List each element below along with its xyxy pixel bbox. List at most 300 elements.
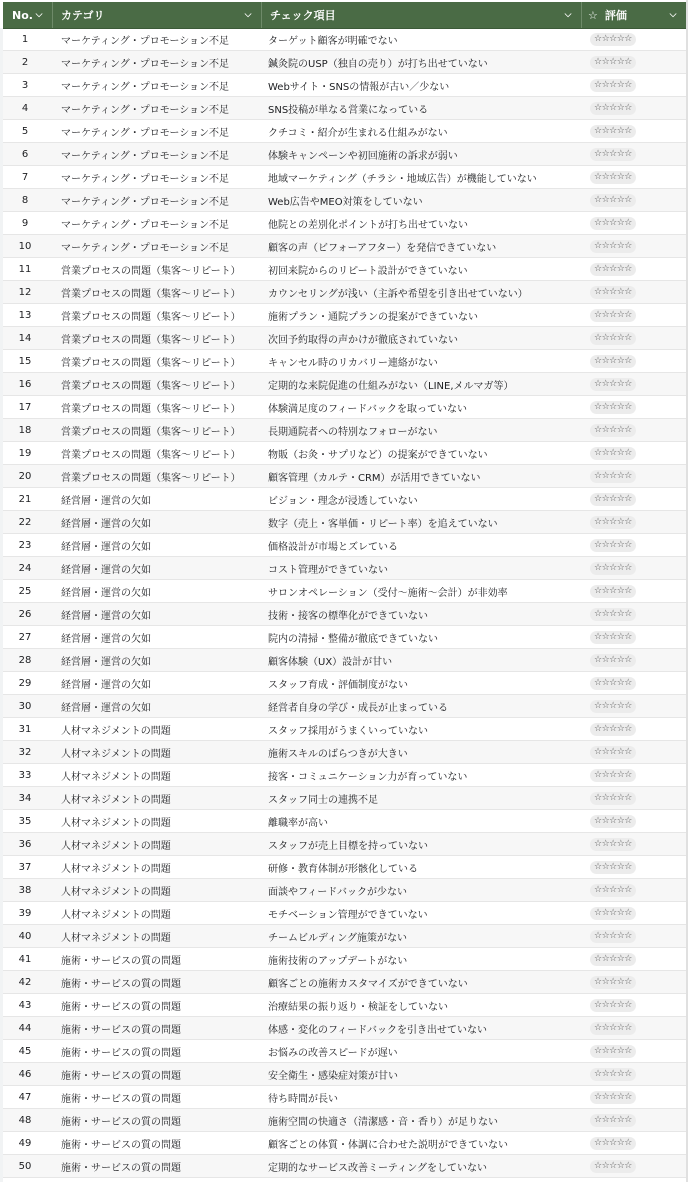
check-item-cell[interactable]: 顧客管理（カルテ・CRM）が活用できていない	[268, 472, 481, 484]
star-rating-chip[interactable]: ☆☆☆☆☆	[590, 838, 636, 851]
check-item-cell[interactable]: 院内の清掃・整備が徹底できていない	[268, 633, 438, 645]
check-item-cell[interactable]: 施術スキルのばらつきが大きい	[268, 748, 408, 760]
row-number-cell[interactable]: 2	[21, 56, 29, 68]
star-rating-chip[interactable]: ☆☆☆☆☆	[590, 148, 636, 161]
star-rating-chip[interactable]: ☆☆☆☆☆	[590, 1114, 636, 1127]
category-cell[interactable]: 営業プロセスの問題（集客〜リピート）	[61, 472, 241, 484]
star-rating-chip[interactable]: ☆☆☆☆☆	[590, 608, 636, 621]
rating-cell[interactable]	[582, 976, 686, 989]
check-item-cell[interactable]: 経営者自身の学び・成長が止まっている	[268, 702, 448, 714]
check-item-cell[interactable]: スタッフが売上目標を持っていない	[268, 840, 428, 852]
star-rating-chip[interactable]: ☆☆☆☆☆	[590, 125, 636, 138]
table-row[interactable]	[3, 534, 686, 557]
row-number-cell[interactable]: 35	[18, 815, 32, 827]
table-row[interactable]	[3, 994, 686, 1017]
category-cell[interactable]: 営業プロセスの問題（集客〜リピート）	[61, 357, 241, 369]
star-rating-chip[interactable]: ☆☆☆☆☆	[590, 1160, 636, 1173]
rating-cell[interactable]	[582, 148, 686, 161]
star-rating-chip[interactable]: ☆☆☆☆☆	[590, 953, 636, 966]
star-rating-chip[interactable]: ☆☆☆☆☆	[590, 240, 636, 253]
table-row[interactable]	[3, 419, 686, 442]
table-row[interactable]	[3, 442, 686, 465]
category-cell[interactable]: 施術・サービスの質の問題	[61, 1116, 181, 1128]
check-item-cell[interactable]: 施術技術のアップデートがない	[268, 955, 408, 967]
table-row[interactable]	[3, 304, 686, 327]
check-item-cell[interactable]: 価格設計が市場とズレている	[268, 541, 398, 553]
category-cell[interactable]: 人材マネジメントの問題	[61, 748, 171, 760]
category-cell[interactable]: マーケティング・プロモーション不足	[61, 242, 229, 254]
star-rating-chip[interactable]: ☆☆☆☆☆	[590, 723, 636, 736]
row-number-cell[interactable]: 25	[18, 585, 32, 597]
table-row[interactable]	[3, 1086, 686, 1109]
rating-cell[interactable]	[582, 562, 686, 575]
table-row[interactable]	[3, 580, 686, 603]
category-cell[interactable]: 営業プロセスの問題（集客〜リピート）	[61, 265, 241, 277]
star-rating-chip[interactable]: ☆☆☆☆☆	[590, 930, 636, 943]
row-number-cell[interactable]: 36	[18, 838, 32, 850]
row-number-cell[interactable]: 47	[18, 1091, 32, 1103]
rating-cell[interactable]	[582, 769, 686, 782]
check-item-cell[interactable]: スタッフ採用がうまくいっていない	[268, 725, 428, 737]
rating-cell[interactable]	[582, 286, 686, 299]
rating-cell[interactable]	[582, 171, 686, 184]
star-rating-chip[interactable]: ☆☆☆☆☆	[590, 861, 636, 874]
rating-cell[interactable]	[582, 999, 686, 1012]
rating-cell[interactable]	[582, 56, 686, 69]
row-number-cell[interactable]: 26	[18, 608, 32, 620]
table-row[interactable]	[3, 166, 686, 189]
star-rating-chip[interactable]: ☆☆☆☆☆	[590, 631, 636, 644]
check-item-cell[interactable]: コスト管理ができていない	[268, 564, 388, 576]
rating-cell[interactable]	[582, 378, 686, 391]
check-item-cell[interactable]: 施術プラン・通院プランの提案ができていない	[268, 311, 478, 323]
check-item-cell[interactable]: 顧客ごとの体質・体調に合わせた説明ができていない	[268, 1139, 508, 1151]
category-cell[interactable]: マーケティング・プロモーション不足	[61, 104, 229, 116]
table-row[interactable]	[3, 97, 686, 120]
check-item-cell[interactable]: SNS投稿が単なる営業になっている	[268, 104, 429, 116]
row-number-cell[interactable]: 14	[18, 332, 32, 344]
rating-cell[interactable]	[582, 884, 686, 897]
star-rating-chip[interactable]: ☆☆☆☆☆	[590, 815, 636, 828]
row-number-cell[interactable]: 4	[21, 102, 29, 114]
table-row[interactable]	[3, 626, 686, 649]
rating-cell[interactable]	[582, 746, 686, 759]
star-rating-chip[interactable]: ☆☆☆☆☆	[590, 1045, 636, 1058]
check-item-cell[interactable]: スタッフ育成・評価制度がない	[268, 679, 408, 691]
star-rating-chip[interactable]: ☆☆☆☆☆	[590, 217, 636, 230]
star-rating-chip[interactable]: ☆☆☆☆☆	[590, 194, 636, 207]
row-number-cell[interactable]: 20	[18, 470, 32, 482]
rating-cell[interactable]	[582, 953, 686, 966]
star-rating-chip[interactable]: ☆☆☆☆☆	[590, 516, 636, 529]
category-cell[interactable]: マーケティング・プロモーション不足	[61, 173, 229, 185]
row-number-cell[interactable]: 39	[18, 907, 32, 919]
row-number-cell[interactable]: 1	[21, 33, 29, 45]
category-cell[interactable]: 人材マネジメントの問題	[61, 909, 171, 921]
table-row[interactable]	[3, 1132, 686, 1155]
star-rating-chip[interactable]: ☆☆☆☆☆	[590, 470, 636, 483]
table-row[interactable]	[3, 488, 686, 511]
row-number-cell[interactable]: 19	[18, 447, 32, 459]
star-rating-chip[interactable]: ☆☆☆☆☆	[590, 654, 636, 667]
row-number-cell[interactable]: 21	[18, 493, 32, 505]
table-row[interactable]	[3, 51, 686, 74]
check-item-cell[interactable]: 顧客の声（ビフォーアフター）を発信できていない	[268, 242, 497, 254]
category-cell[interactable]: 人材マネジメントの問題	[61, 817, 171, 829]
rating-cell[interactable]	[582, 1091, 686, 1104]
category-cell[interactable]: 施術・サービスの質の問題	[61, 1001, 181, 1013]
rating-cell[interactable]	[582, 677, 686, 690]
table-row[interactable]	[3, 925, 686, 948]
rating-cell[interactable]	[582, 447, 686, 460]
star-rating-chip[interactable]: ☆☆☆☆☆	[590, 378, 636, 391]
table-row[interactable]	[3, 1040, 686, 1063]
category-cell[interactable]: マーケティング・プロモーション不足	[61, 150, 229, 162]
category-cell[interactable]: マーケティング・プロモーション不足	[61, 81, 229, 93]
star-rating-chip[interactable]: ☆☆☆☆☆	[590, 493, 636, 506]
rating-cell[interactable]	[582, 355, 686, 368]
rating-cell[interactable]	[582, 1045, 686, 1058]
table-row[interactable]	[3, 1109, 686, 1132]
table-row[interactable]	[3, 1063, 686, 1086]
category-cell[interactable]: 営業プロセスの問題（集客〜リピート）	[61, 403, 241, 415]
category-cell[interactable]: 施術・サービスの質の問題	[61, 1093, 181, 1105]
rating-cell[interactable]	[582, 424, 686, 437]
row-number-cell[interactable]: 9	[21, 217, 29, 229]
check-item-cell[interactable]: 研修・教育体制が形骸化している	[268, 863, 418, 875]
star-rating-chip[interactable]: ☆☆☆☆☆	[590, 746, 636, 759]
row-number-cell[interactable]: 41	[18, 953, 32, 965]
rating-cell[interactable]	[582, 861, 686, 874]
table-row[interactable]	[3, 511, 686, 534]
row-number-cell[interactable]: 12	[18, 286, 32, 298]
star-rating-chip[interactable]: ☆☆☆☆☆	[590, 1137, 636, 1150]
row-number-cell[interactable]: 40	[18, 930, 32, 942]
check-item-cell[interactable]: Web広告やMEO対策をしていない	[268, 196, 423, 208]
category-cell[interactable]: 人材マネジメントの問題	[61, 863, 171, 875]
category-cell[interactable]: 経営層・運営の欠如	[61, 518, 151, 530]
star-rating-chip[interactable]: ☆☆☆☆☆	[590, 1091, 636, 1104]
category-cell[interactable]: 営業プロセスの問題（集客〜リピート）	[61, 449, 241, 461]
category-cell[interactable]: 経営層・運営の欠如	[61, 564, 151, 576]
row-number-cell[interactable]: 32	[18, 746, 32, 758]
table-row[interactable]	[3, 396, 686, 419]
table-row[interactable]	[3, 833, 686, 856]
table-row[interactable]	[3, 557, 686, 580]
table-row[interactable]	[3, 74, 686, 97]
rating-cell[interactable]	[582, 493, 686, 506]
rating-cell[interactable]	[582, 1160, 686, 1173]
row-number-cell[interactable]: 16	[18, 378, 32, 390]
table-row[interactable]	[3, 143, 686, 166]
rating-cell[interactable]	[582, 930, 686, 943]
check-item-cell[interactable]: 定期的な来院促進の仕組みがない（LINE,メルマガ等）	[268, 380, 514, 392]
table-row[interactable]	[3, 856, 686, 879]
check-item-cell[interactable]: モチベーション管理ができていない	[268, 909, 428, 921]
row-number-cell[interactable]: 42	[18, 976, 32, 988]
table-row[interactable]	[3, 649, 686, 672]
category-cell[interactable]: 施術・サービスの質の問題	[61, 1162, 181, 1174]
check-item-cell[interactable]: 初回来院からのリピート設計ができていない	[268, 265, 468, 277]
check-item-cell[interactable]: 体験満足度のフィードバックを取っていない	[268, 403, 467, 415]
check-item-cell[interactable]: 待ち時間が長い	[268, 1093, 338, 1105]
category-cell[interactable]: 人材マネジメントの問題	[61, 932, 171, 944]
star-rating-chip[interactable]: ☆☆☆☆☆	[590, 999, 636, 1012]
star-rating-chip[interactable]: ☆☆☆☆☆	[590, 102, 636, 115]
row-number-cell[interactable]: 24	[18, 562, 32, 574]
check-item-cell[interactable]: 鍼灸院のUSP（独自の売り）が打ち出せていない	[268, 58, 488, 70]
rating-cell[interactable]	[582, 1137, 686, 1150]
check-item-cell[interactable]: サロンオペレーション（受付〜施術〜会計）が非効率	[268, 587, 508, 599]
check-item-cell[interactable]: 技術・接客の標準化ができていない	[268, 610, 428, 622]
rating-cell[interactable]	[582, 838, 686, 851]
check-item-cell[interactable]: 定期的なサービス改善ミーティングをしていない	[268, 1162, 487, 1174]
category-cell[interactable]: 経営層・運営の欠如	[61, 702, 151, 714]
category-cell[interactable]: 経営層・運営の欠如	[61, 656, 151, 668]
row-number-cell[interactable]: 43	[18, 999, 32, 1011]
check-item-cell[interactable]: 体感・変化のフィードバックを引き出せていない	[268, 1024, 487, 1036]
star-rating-chip[interactable]: ☆☆☆☆☆	[590, 355, 636, 368]
category-cell[interactable]: 経営層・運営の欠如	[61, 679, 151, 691]
category-cell[interactable]: 施術・サービスの質の問題	[61, 978, 181, 990]
row-number-cell[interactable]: 15	[18, 355, 32, 367]
star-rating-chip[interactable]: ☆☆☆☆☆	[590, 56, 636, 69]
check-item-cell[interactable]: 地域マーケティング（チラシ・地域広告）が機能していない	[268, 173, 537, 185]
rating-cell[interactable]	[582, 723, 686, 736]
row-number-cell[interactable]: 23	[18, 539, 32, 551]
category-cell[interactable]: マーケティング・プロモーション不足	[61, 127, 229, 139]
table-row[interactable]	[3, 971, 686, 994]
rating-cell[interactable]	[582, 1022, 686, 1035]
row-number-cell[interactable]: 3	[21, 79, 29, 91]
table-row[interactable]	[3, 258, 686, 281]
rating-cell[interactable]	[582, 792, 686, 805]
check-item-cell[interactable]: 長期通院者への特別なフォローがない	[268, 426, 438, 438]
star-rating-chip[interactable]: ☆☆☆☆☆	[590, 401, 636, 414]
check-item-cell[interactable]: ターゲット顧客が明確でない	[268, 35, 398, 47]
table-row[interactable]	[3, 189, 686, 212]
star-rating-chip[interactable]: ☆☆☆☆☆	[590, 792, 636, 805]
row-number-cell[interactable]: 48	[18, 1114, 32, 1126]
rating-cell[interactable]	[582, 1068, 686, 1081]
star-rating-chip[interactable]: ☆☆☆☆☆	[590, 447, 636, 460]
header-category[interactable]	[53, 2, 262, 28]
star-rating-chip[interactable]: ☆☆☆☆☆	[590, 1022, 636, 1035]
category-cell[interactable]: 人材マネジメントの問題	[61, 886, 171, 898]
row-number-cell[interactable]: 8	[21, 194, 29, 206]
star-rating-chip[interactable]: ☆☆☆☆☆	[590, 907, 636, 920]
row-number-cell[interactable]: 6	[21, 148, 29, 160]
table-row[interactable]	[3, 764, 686, 787]
check-item-cell[interactable]: お悩みの改善スピードが遅い	[268, 1047, 398, 1059]
category-cell[interactable]: マーケティング・プロモーション不足	[61, 196, 229, 208]
table-row[interactable]	[3, 718, 686, 741]
star-rating-chip[interactable]: ☆☆☆☆☆	[590, 171, 636, 184]
star-rating-chip[interactable]: ☆☆☆☆☆	[590, 263, 636, 276]
category-cell[interactable]: 経営層・運営の欠如	[61, 633, 151, 645]
table-row[interactable]	[3, 28, 686, 51]
check-item-cell[interactable]: 数字（売上・客単価・リピート率）を追えていない	[268, 518, 498, 530]
category-cell[interactable]: 施術・サービスの質の問題	[61, 1139, 181, 1151]
check-item-cell[interactable]: 体験キャンペーンや初回施術の訴求が弱い	[268, 150, 458, 162]
table-row[interactable]	[3, 810, 686, 833]
star-rating-chip[interactable]: ☆☆☆☆☆	[590, 884, 636, 897]
row-number-cell[interactable]: 38	[18, 884, 32, 896]
table-row[interactable]	[3, 902, 686, 925]
table-row[interactable]	[3, 465, 686, 488]
category-cell[interactable]: 人材マネジメントの問題	[61, 794, 171, 806]
star-rating-chip[interactable]: ☆☆☆☆☆	[590, 33, 636, 46]
rating-cell[interactable]	[582, 608, 686, 621]
check-item-cell[interactable]: カウンセリングが浅い（主訴や希望を引き出せていない）	[268, 288, 528, 300]
header-check-item[interactable]	[262, 2, 582, 28]
row-number-cell[interactable]: 45	[18, 1045, 32, 1057]
star-rating-chip[interactable]: ☆☆☆☆☆	[590, 769, 636, 782]
row-number-cell[interactable]: 13	[18, 309, 32, 321]
star-rating-chip[interactable]: ☆☆☆☆☆	[590, 976, 636, 989]
category-cell[interactable]: 人材マネジメントの問題	[61, 725, 171, 737]
row-number-cell[interactable]: 17	[18, 401, 32, 413]
check-item-cell[interactable]: スタッフ同士の連携不足	[268, 794, 378, 806]
row-number-cell[interactable]: 31	[18, 723, 32, 735]
table-row[interactable]	[3, 1017, 686, 1040]
row-number-cell[interactable]: 33	[18, 769, 32, 781]
category-cell[interactable]: 施術・サービスの質の問題	[61, 1024, 181, 1036]
star-rating-chip[interactable]: ☆☆☆☆☆	[590, 1068, 636, 1081]
table-row[interactable]	[3, 603, 686, 626]
rating-cell[interactable]	[582, 263, 686, 276]
rating-cell[interactable]	[582, 79, 686, 92]
rating-cell[interactable]	[582, 470, 686, 483]
category-cell[interactable]: 経営層・運営の欠如	[61, 541, 151, 553]
check-item-cell[interactable]: 顧客体験（UX）設計が甘い	[268, 656, 393, 668]
rating-cell[interactable]	[582, 585, 686, 598]
check-item-cell[interactable]: Webサイト・SNSの情報が古い／少ない	[268, 81, 450, 93]
table-row[interactable]	[3, 327, 686, 350]
star-rating-chip[interactable]: ☆☆☆☆☆	[590, 309, 636, 322]
row-number-cell[interactable]: 49	[18, 1137, 32, 1149]
rating-cell[interactable]	[582, 815, 686, 828]
category-cell[interactable]: 営業プロセスの問題（集客〜リピート）	[61, 288, 241, 300]
chevron-down-icon[interactable]: ⌵	[35, 10, 43, 20]
category-cell[interactable]: 施術・サービスの質の問題	[61, 955, 181, 967]
star-rating-chip[interactable]: ☆☆☆☆☆	[590, 424, 636, 437]
row-number-cell[interactable]: 50	[18, 1160, 32, 1172]
check-item-cell[interactable]: チームビルディング施策がない	[268, 932, 407, 944]
check-item-cell[interactable]: 物販（お灸・サプリなど）の提案ができていない	[268, 449, 488, 461]
table-row[interactable]	[3, 120, 686, 143]
category-cell[interactable]: 施術・サービスの質の問題	[61, 1070, 181, 1082]
category-cell[interactable]: 営業プロセスの問題（集客〜リピート）	[61, 380, 241, 392]
rating-cell[interactable]	[582, 654, 686, 667]
star-rating-chip[interactable]: ☆☆☆☆☆	[590, 332, 636, 345]
star-rating-chip[interactable]: ☆☆☆☆☆	[590, 539, 636, 552]
table-row[interactable]	[3, 879, 686, 902]
check-item-cell[interactable]: 施術空間の快適さ（清潔感・音・香り）が足りない	[268, 1116, 498, 1128]
rating-cell[interactable]	[582, 1114, 686, 1127]
category-cell[interactable]: 経営層・運営の欠如	[61, 610, 151, 622]
category-cell[interactable]: マーケティング・プロモーション不足	[61, 219, 229, 231]
header-no[interactable]	[3, 2, 53, 28]
check-item-cell[interactable]: 顧客ごとの施術カスタマイズができていない	[268, 978, 468, 990]
check-item-cell[interactable]: キャンセル時のリカバリー連絡がない	[268, 357, 438, 369]
category-cell[interactable]: 人材マネジメントの問題	[61, 771, 171, 783]
table-row[interactable]	[3, 1155, 686, 1178]
rating-cell[interactable]	[582, 33, 686, 46]
table-row[interactable]	[3, 672, 686, 695]
table-row[interactable]	[3, 373, 686, 396]
rating-cell[interactable]	[582, 401, 686, 414]
row-number-cell[interactable]: 29	[18, 677, 32, 689]
rating-cell[interactable]	[582, 102, 686, 115]
category-cell[interactable]: 経営層・運営の欠如	[61, 495, 151, 507]
check-item-cell[interactable]: ビジョン・理念が浸透していない	[268, 495, 418, 507]
star-rating-chip[interactable]: ☆☆☆☆☆	[590, 562, 636, 575]
rating-cell[interactable]	[582, 125, 686, 138]
star-rating-chip[interactable]: ☆☆☆☆☆	[590, 700, 636, 713]
category-cell[interactable]: 施術・サービスの質の問題	[61, 1047, 181, 1059]
check-item-cell[interactable]: 治療結果の振り返り・検証をしていない	[268, 1001, 448, 1013]
row-number-cell[interactable]: 10	[18, 240, 32, 252]
row-number-cell[interactable]: 44	[18, 1022, 32, 1034]
rating-cell[interactable]	[582, 332, 686, 345]
table-row[interactable]	[3, 350, 686, 373]
row-number-cell[interactable]: 34	[18, 792, 32, 804]
header-rating[interactable]	[582, 2, 686, 28]
check-item-cell[interactable]: クチコミ・紹介が生まれる仕組みがない	[268, 127, 448, 139]
table-row[interactable]	[3, 948, 686, 971]
row-number-cell[interactable]: 22	[18, 516, 32, 528]
star-rating-chip[interactable]: ☆☆☆☆☆	[590, 677, 636, 690]
row-number-cell[interactable]: 5	[21, 125, 29, 137]
category-cell[interactable]: マーケティング・プロモーション不足	[61, 35, 229, 47]
star-rating-chip[interactable]: ☆☆☆☆☆	[590, 286, 636, 299]
rating-cell[interactable]	[582, 631, 686, 644]
check-item-cell[interactable]: 接客・コミュニケーション力が育っていない	[268, 771, 468, 783]
category-cell[interactable]: 営業プロセスの問題（集客〜リピート）	[61, 334, 241, 346]
category-cell[interactable]: 経営層・運営の欠如	[61, 587, 151, 599]
check-item-cell[interactable]: 安全衛生・感染症対策が甘い	[268, 1070, 398, 1082]
row-number-cell[interactable]: 27	[18, 631, 32, 643]
row-number-cell[interactable]: 7	[21, 171, 29, 183]
check-item-cell[interactable]: 次回予約取得の声かけが徹底されていない	[268, 334, 458, 346]
table-row[interactable]	[3, 787, 686, 810]
row-number-cell[interactable]: 11	[18, 263, 32, 275]
rating-cell[interactable]	[582, 309, 686, 322]
rating-cell[interactable]	[582, 516, 686, 529]
row-number-cell[interactable]: 46	[18, 1068, 32, 1080]
row-number-cell[interactable]: 30	[18, 700, 32, 712]
check-item-cell[interactable]: 他院との差別化ポイントが打ち出せていない	[268, 219, 468, 231]
table-row[interactable]	[3, 741, 686, 764]
category-cell[interactable]: 人材マネジメントの問題	[61, 840, 171, 852]
rating-cell[interactable]	[582, 907, 686, 920]
rating-cell[interactable]	[582, 194, 686, 207]
check-item-cell[interactable]: 面談やフィードバックが少ない	[268, 886, 407, 898]
rating-cell[interactable]	[582, 539, 686, 552]
check-item-cell[interactable]: 離職率が高い	[268, 817, 328, 829]
row-number-cell[interactable]: 18	[18, 424, 32, 436]
rating-cell[interactable]	[582, 240, 686, 253]
table-row[interactable]	[3, 235, 686, 258]
table-row[interactable]	[3, 695, 686, 718]
category-cell[interactable]: 営業プロセスの問題（集客〜リピート）	[61, 426, 241, 438]
chevron-down-icon[interactable]: ⌵	[669, 10, 677, 20]
star-rating-chip[interactable]: ☆☆☆☆☆	[590, 585, 636, 598]
row-number-cell[interactable]: 28	[18, 654, 32, 666]
chevron-down-icon[interactable]: ⌵	[244, 10, 252, 20]
star-rating-chip[interactable]: ☆☆☆☆☆	[590, 79, 636, 92]
